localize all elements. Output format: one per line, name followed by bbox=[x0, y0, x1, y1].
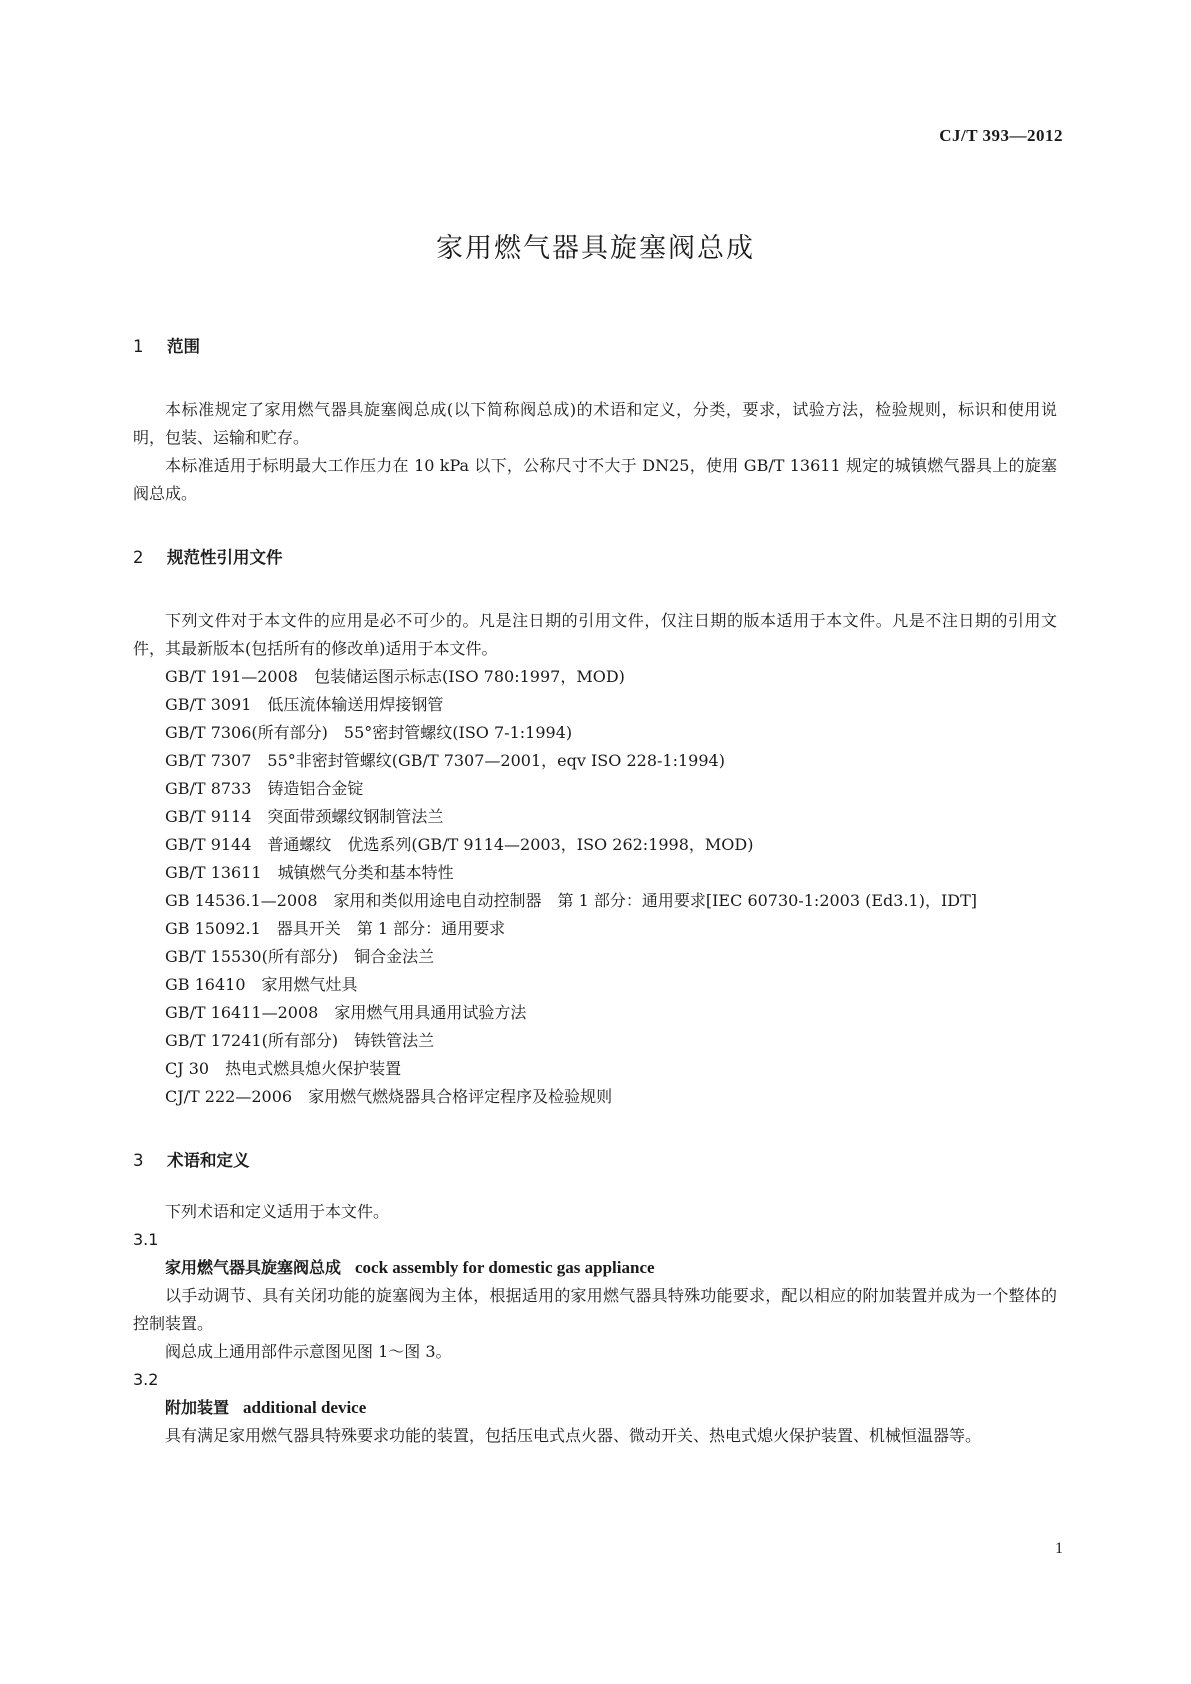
reference-item: GB/T 7307 55°非密封管螺纹(GB/T 7307—2001，eqv ISO 228-1:1994) bbox=[165, 751, 725, 770]
section-number: 3 bbox=[133, 1151, 144, 1170]
section-heading-terms-and-definitions bbox=[133, 1147, 1057, 1174]
section-title: 范围 bbox=[167, 337, 200, 356]
reference-item: GB 16410 家用燃气灶具 bbox=[165, 975, 358, 994]
section-heading-normative-references bbox=[133, 544, 1057, 571]
reference-item: GB 15092.1 器具开关 第 1 部分：通用要求 bbox=[165, 919, 506, 938]
reference-item: CJ/T 222—2006 家用燃气燃烧器具合格评定程序及检验规则 bbox=[165, 1087, 613, 1106]
paragraph: 具有满足家用燃气器具特殊要求功能的装置，包括压电式点火器、微动开关、热电式熄火保护装置、机械恒温器等。 bbox=[165, 1426, 982, 1445]
reference-item: GB/T 16411—2008 家用燃气用具通用试验方法 bbox=[165, 1003, 527, 1022]
paragraph: 下列术语和定义适用于本文件。 bbox=[165, 1202, 390, 1221]
paragraph: 本标准规定了家用燃气器具旋塞阀总成(以下简称阀总成)的术语和定义，分类，要求，试验方法，检验规则，标识和使用说明，包装、运输和贮存。 bbox=[133, 400, 1057, 447]
term-number: 3.2 bbox=[133, 1370, 159, 1389]
section-heading-scope bbox=[133, 333, 1057, 360]
reference-item: GB/T 17241(所有部分) 铸铁管法兰 bbox=[165, 1031, 435, 1050]
reference-item: GB/T 8733 铸造铝合金锭 bbox=[165, 779, 364, 798]
term-number: 3.1 bbox=[133, 1230, 159, 1249]
reference-item: GB/T 7306(所有部分) 55°密封管螺纹(ISO 7-1:1994) bbox=[165, 723, 573, 742]
standard-code: CJ/T 393—2012 bbox=[939, 126, 1063, 145]
reference-list bbox=[133, 663, 1057, 1111]
paragraph: 以手动调节、具有关闭功能的旋塞阀为主体，根据适用的家用燃气器具特殊功能要求，配以相应的附加装置并成为一个整体的控制装置。 bbox=[133, 1286, 1057, 1333]
term-heading: 家用燃气器具旋塞阀总成 cock assembly for domestic gas appliance bbox=[165, 1258, 655, 1277]
reference-item: GB/T 3091 低压流体输送用焊接钢管 bbox=[165, 695, 444, 714]
reference-item: GB/T 9114 突面带颈螺纹钢制管法兰 bbox=[165, 807, 444, 826]
reference-item: GB/T 13611 城镇燃气分类和基本特性 bbox=[165, 863, 454, 882]
section-number: 1 bbox=[133, 337, 144, 356]
section-title: 术语和定义 bbox=[167, 1151, 250, 1170]
reference-item: GB/T 191—2008 包装储运图示标志(ISO 780:1997，MOD) bbox=[165, 667, 625, 686]
section-number: 2 bbox=[133, 548, 144, 567]
reference-item: GB 14536.1—2008 家用和类似用途电自动控制器 第 1 部分：通用要求[IEC 60730-1:2003 (Ed3.1)，IDT] bbox=[165, 891, 978, 910]
section-title: 规范性引用文件 bbox=[167, 548, 283, 567]
reference-item: GB/T 9144 普通螺纹 优选系列(GB/T 9114—2003，ISO 262:1998，MOD) bbox=[165, 835, 754, 854]
document-body bbox=[133, 333, 1057, 1450]
reference-item: GB/T 15530(所有部分) 铜合金法兰 bbox=[165, 947, 435, 966]
document-title: 家用燃气器具旋塞阀总成 bbox=[436, 233, 755, 264]
paragraph: 阀总成上通用部件示意图见图 1～图 3。 bbox=[165, 1342, 452, 1361]
page-number: 1 bbox=[1055, 1540, 1063, 1557]
paragraph: 本标准适用于标明最大工作压力在 10 kPa 以下，公称尺寸不大于 DN25，使用 GB/T 13611 规定的城镇燃气器具上的旋塞阀总成。 bbox=[133, 456, 1057, 503]
term-heading: 附加装置 additional device bbox=[165, 1398, 367, 1417]
paragraph: 下列文件对于本文件的应用是必不可少的。凡是注日期的引用文件，仅注日期的版本适用于本文件。凡是不注日期的引用文件，其最新版本(包括所有的修改单)适用于本文件。 bbox=[133, 611, 1057, 658]
reference-item: CJ 30 热电式燃具熄火保护装置 bbox=[165, 1059, 402, 1078]
